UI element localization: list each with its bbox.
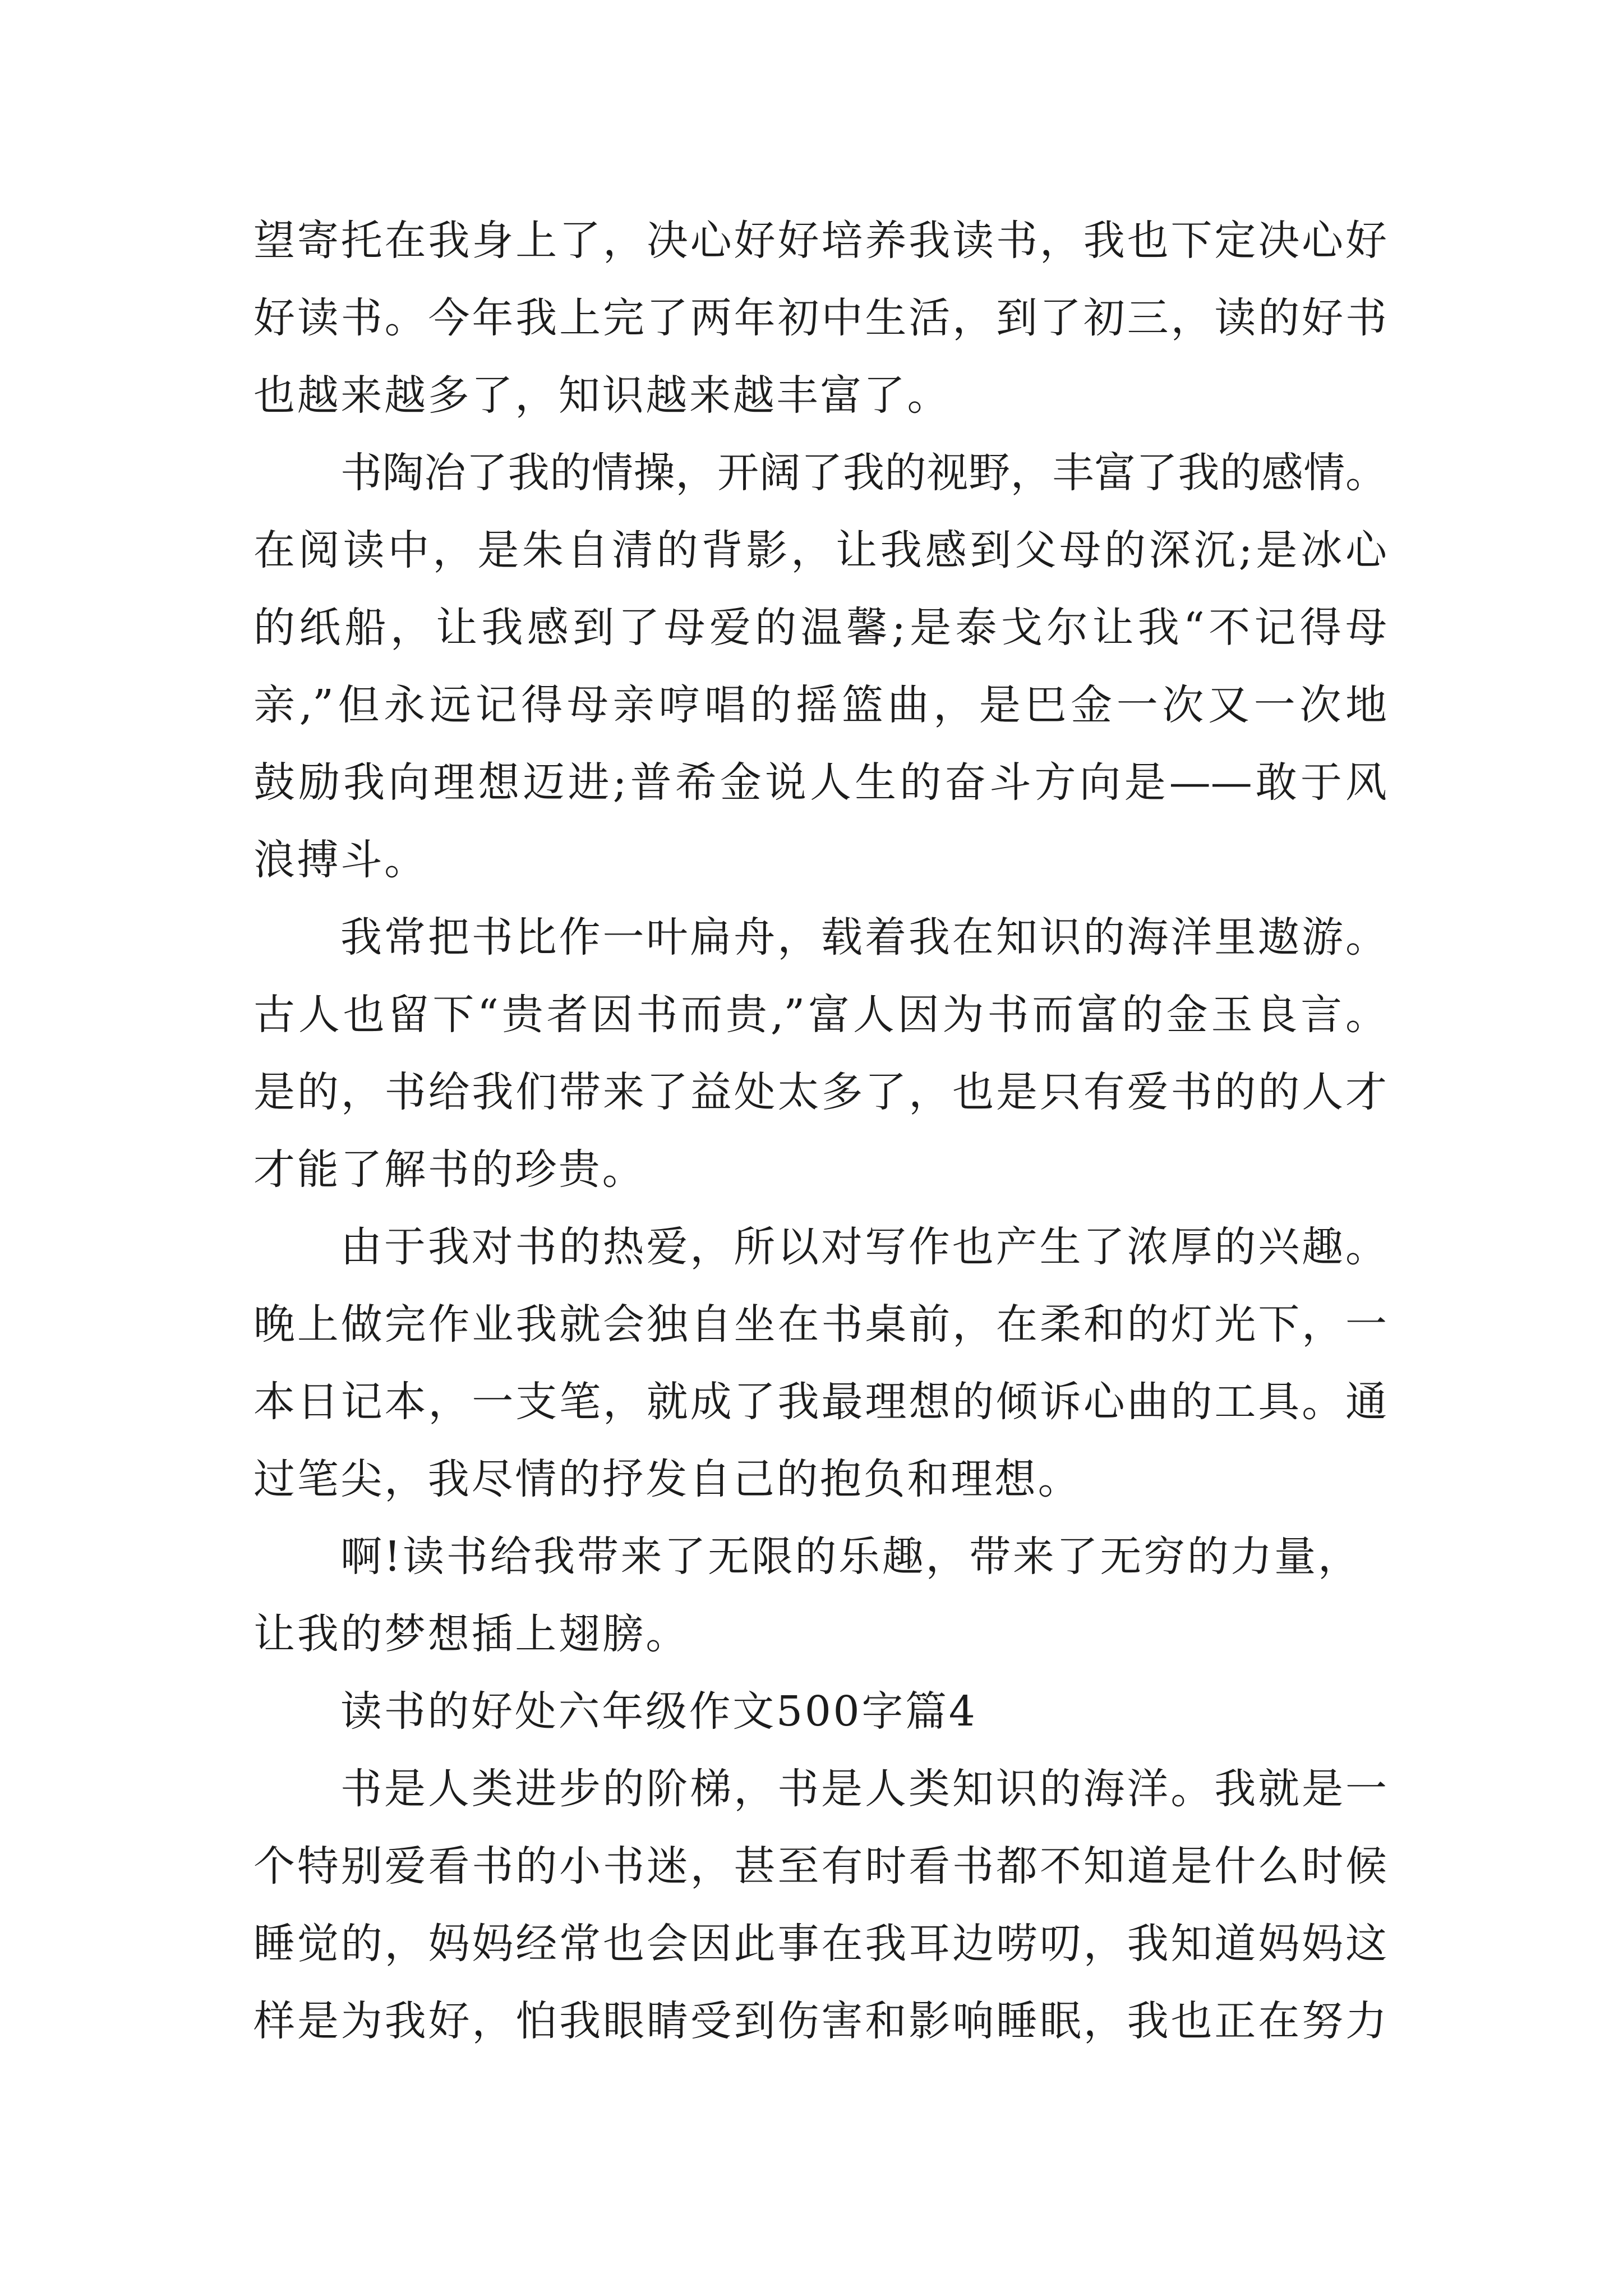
text-line: 在阅读中，是朱自清的背影，让我感到父母的深沉;是冰心 — [253, 526, 1387, 574]
text-line: 古人也留下“贵者因书而贵,”富人因为书而富的金玉良言。 — [253, 991, 1387, 1039]
text-line: 望寄托在我身上了，决心好好培养我读书，我也下定决心好 — [253, 217, 1387, 265]
text-line: 我常把书比作一叶扁舟，载着我在知识的海洋里遨游。 — [340, 913, 1387, 961]
text-line: 啊!读书给我带来了无限的乐趣，带来了无穷的力量， — [340, 1533, 1362, 1581]
section-heading: 读书的好处六年级作文500字篇4 — [340, 1687, 978, 1736]
text-line: 晚上做完作业我就会独自坐在书桌前，在柔和的灯光下，一 — [253, 1300, 1387, 1349]
text-line: 个特别爱看书的小书迷，甚至有时看书都不知道是什么时候 — [253, 1842, 1387, 1890]
body-text — [253, 202, 1387, 2060]
text-line: 才能了解书的珍贵。 — [253, 1145, 646, 1194]
text-line: 睡觉的，妈妈经常也会因此事在我耳边唠叨，我知道妈妈这 — [253, 1920, 1387, 1968]
text-line: 过笔尖，我尽情的抒发自己的抱负和理想。 — [253, 1455, 1082, 1503]
text-line: 书是人类进步的阶梯，书是人类知识的海洋。我就是一 — [340, 1765, 1387, 1813]
paragraph — [253, 202, 1387, 434]
text-line: 由于我对书的热爱，所以对写作也产生了浓厚的兴趣。 — [340, 1223, 1387, 1271]
paragraph — [253, 1750, 1387, 2060]
text-line: 浪搏斗。 — [253, 836, 428, 884]
text-line: 的纸船，让我感到了母爱的温馨;是泰戈尔让我“不记得母 — [253, 604, 1387, 652]
text-line: 让我的梦想插上翅膀。 — [253, 1610, 689, 1658]
text-line: 好读书。今年我上完了两年初中生活，到了初三，读的好书 — [253, 294, 1387, 342]
paragraph — [253, 434, 1387, 899]
text-line: 是的，书给我们带来了益处太多了，也是只有爱书的的人才 — [253, 1068, 1387, 1116]
paragraph — [253, 899, 1387, 1208]
text-line: 鼓励我向理想迈进;普希金说人生的奋斗方向是——敢于风 — [253, 758, 1387, 807]
text-line: 也越来越多了，知识越来越丰富了。 — [253, 371, 951, 420]
text-line: 本日记本，一支笔，就成了我最理想的倾诉心曲的工具。通 — [253, 1378, 1387, 1426]
paragraph — [253, 1518, 1387, 1673]
text-line: 样是为我好，怕我眼睛受到伤害和影响睡眠，我也正在努力 — [253, 1997, 1387, 2045]
text-line: 亲,”但永远记得母亲哼唱的摇篮曲，是巴金一次又一次地 — [253, 681, 1387, 729]
text-line: 书陶冶了我的情操，开阔了我的视野，丰富了我的感情。 — [340, 449, 1387, 497]
paragraph — [253, 1208, 1387, 1518]
